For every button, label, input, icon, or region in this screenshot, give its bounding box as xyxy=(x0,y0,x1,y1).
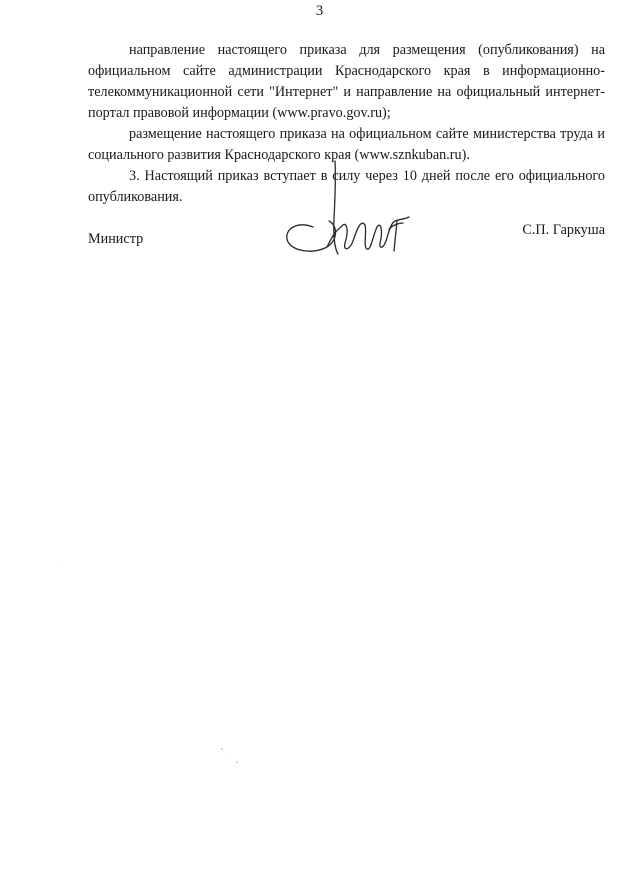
scan-speck xyxy=(58,562,59,563)
paragraph-publication: направление настоящего приказа для размещения (опубликования) на официальном сайте администрации Краснодарского края в информационно-телекоммуникационной сети "Интернет" и направление на официальный интернет-портал правовой информации (www.pravo.gov.ru); xyxy=(88,42,605,121)
signature-block xyxy=(88,222,605,265)
handwritten-signature xyxy=(283,159,413,259)
signer-title: Министр xyxy=(88,231,144,247)
scan-speck xyxy=(236,761,238,763)
page-number: 3 xyxy=(315,3,324,19)
paragraph-effective-date: 3. Настоящий приказ вступает в силу через 10 дней после его официального опубликования. xyxy=(88,168,605,205)
scan-speck xyxy=(229,755,230,756)
paragraph-ministry-site: размещение настоящего приказа на официальном сайте министерства труда и социального развития Краснодарского края (www.sznkuban.ru). xyxy=(88,126,605,163)
scan-speck xyxy=(221,748,223,750)
signer-name: С.П. Гаркуша xyxy=(522,222,605,238)
